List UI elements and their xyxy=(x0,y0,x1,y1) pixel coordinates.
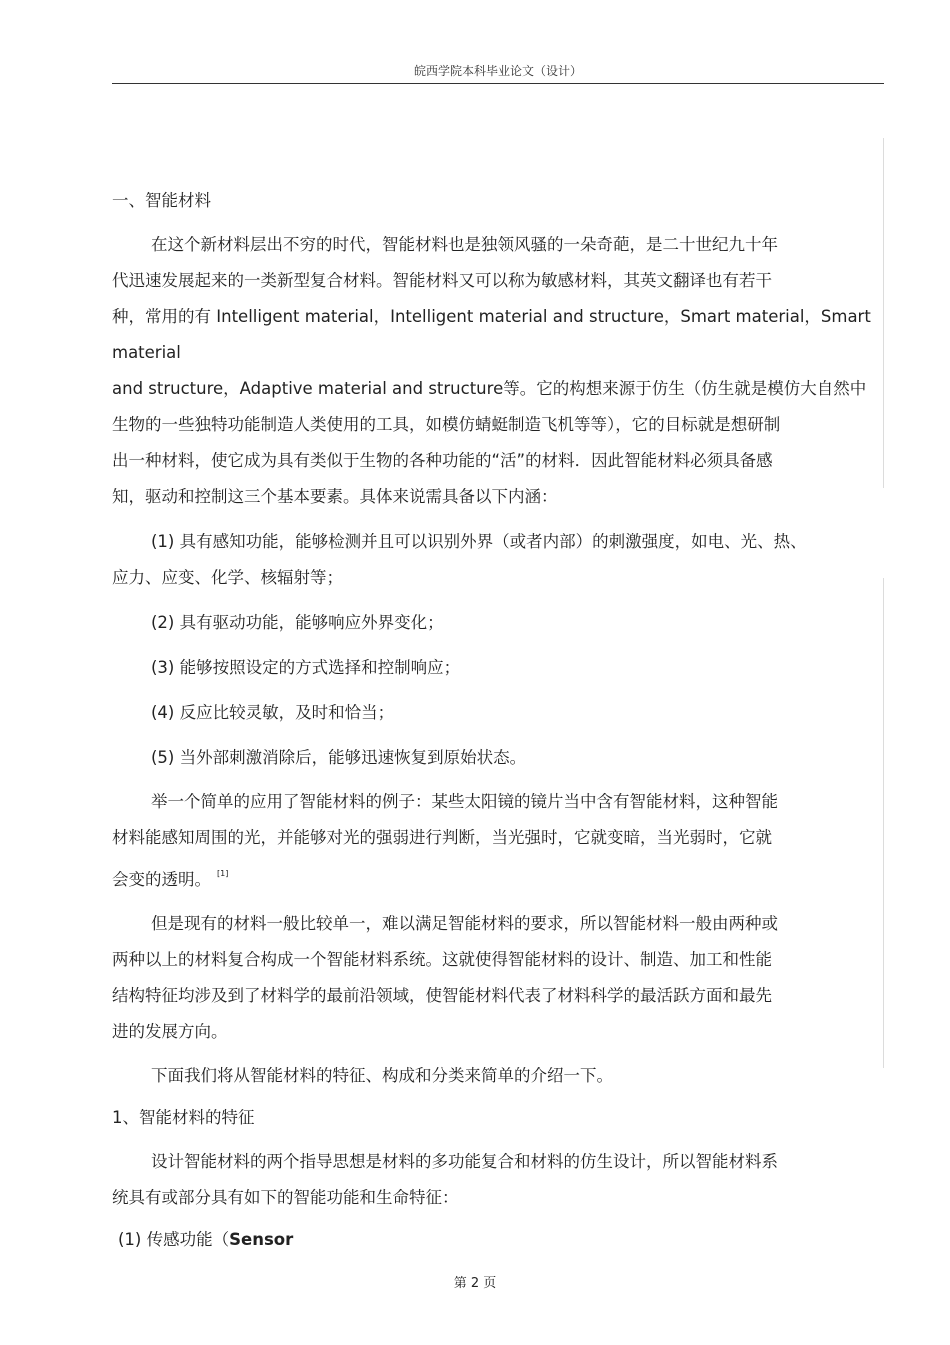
paragraph-line: 举一个简单的应用了智能材料的例子：某些太阳镜的镜片当中含有智能材料，这种智能 xyxy=(151,792,778,811)
paragraph-line: 材料能感知周围的光，并能够对光的强弱进行判断，当光强时，它就变暗，当光弱时，它就 xyxy=(112,828,772,847)
document-body xyxy=(112,183,892,1258)
paragraph-line: 但是现有的材料一般比较单一，难以满足智能材料的要求，所以智能材料一般由两种或 xyxy=(151,914,778,933)
feature-term: Sensor xyxy=(229,1230,294,1249)
paragraph-line: 设计智能材料的两个指导思想是材料的多功能复合和材料的仿生设计，所以智能材料系 xyxy=(151,1152,778,1171)
list-item: (4) 反应比较灵敏，及时和恰当； xyxy=(151,703,395,722)
feature-label: (1) 传感功能（ xyxy=(118,1230,230,1249)
list-item: (5) 当外部刺激消除后，能够迅速恢复到原始状态。 xyxy=(151,748,527,767)
paragraph-text: 会变的透明。 xyxy=(112,870,211,889)
subsection-heading: 1、智能材料的特征 xyxy=(112,1108,255,1127)
list-item: (2) 具有驱动功能，能够响应外界变化； xyxy=(151,613,444,632)
paragraph-line: 进的发展方向。 xyxy=(112,1022,228,1041)
paragraph-line: 出一种材料，使它成为具有类似于生物的各种功能的“活”的材料．因此智能材料必须具备感 xyxy=(112,451,773,470)
intro-paragraph xyxy=(112,227,892,515)
paragraph-line: 统具有或部分具有如下的智能功能和生命特征： xyxy=(112,1188,459,1207)
list-item: (1) 具有感知功能，能够检测并且可以识别外界（或者内部）的刺激强度，如电、光、热、 xyxy=(151,532,807,551)
paragraph-line xyxy=(112,856,892,898)
paragraph-line: 结构特征均涉及到了材料学的最前沿领域，使智能材料代表了材料科学的最活跃方面和最先 xyxy=(112,986,772,1005)
section-heading: 一、智能材料 xyxy=(112,191,211,210)
page-header: 皖西学院本科毕业论文（设计） xyxy=(413,64,582,78)
composite-paragraph xyxy=(112,906,892,1050)
paragraph-line: and structure，Adaptive material and structure等。它的构想来源于仿生（仿生就是模仿大自然中 xyxy=(112,379,867,398)
paragraph-line: 两种以上的材料复合构成一个智能材料系统。这就使得智能材料的设计、制造、加工和性能 xyxy=(112,950,772,969)
intro-sentence: 下面我们将从智能材料的特征、构成和分类来简单的介绍一下。 xyxy=(151,1066,613,1085)
paragraph-line: 在这个新材料层出不穷的时代，智能材料也是独领风骚的一朵奇葩，是二十世纪九十年 xyxy=(151,235,778,254)
list-item-continuation: 应力、应变、化学、核辐射等； xyxy=(112,568,343,587)
paragraph-line: 代迅速发展起来的一类新型复合材料。智能材料又可以称为敏感材料，其英文翻译也有若干 xyxy=(112,271,772,290)
example-paragraph xyxy=(112,784,892,898)
paragraph-line: 种，常用的有 Intelligent material，Intelligent material and structure，Smart material，Smart material xyxy=(112,307,871,362)
page-number: 第 2 页 xyxy=(453,1276,497,1291)
design-paragraph xyxy=(112,1144,892,1216)
feature-item xyxy=(112,1222,892,1258)
paragraph-line: 生物的一些独特功能制造人类使用的工具，如模仿蜻蜓制造飞机等等），它的目标就是想研制 xyxy=(112,415,781,434)
citation-reference: [1] xyxy=(217,869,229,878)
paragraph-line: 知，驱动和控制这三个基本要素。具体来说需具备以下内涵： xyxy=(112,487,558,506)
requirement-list xyxy=(112,524,892,776)
header-rule xyxy=(112,83,884,84)
list-item: (3) 能够按照设定的方式选择和控制响应； xyxy=(151,658,461,677)
